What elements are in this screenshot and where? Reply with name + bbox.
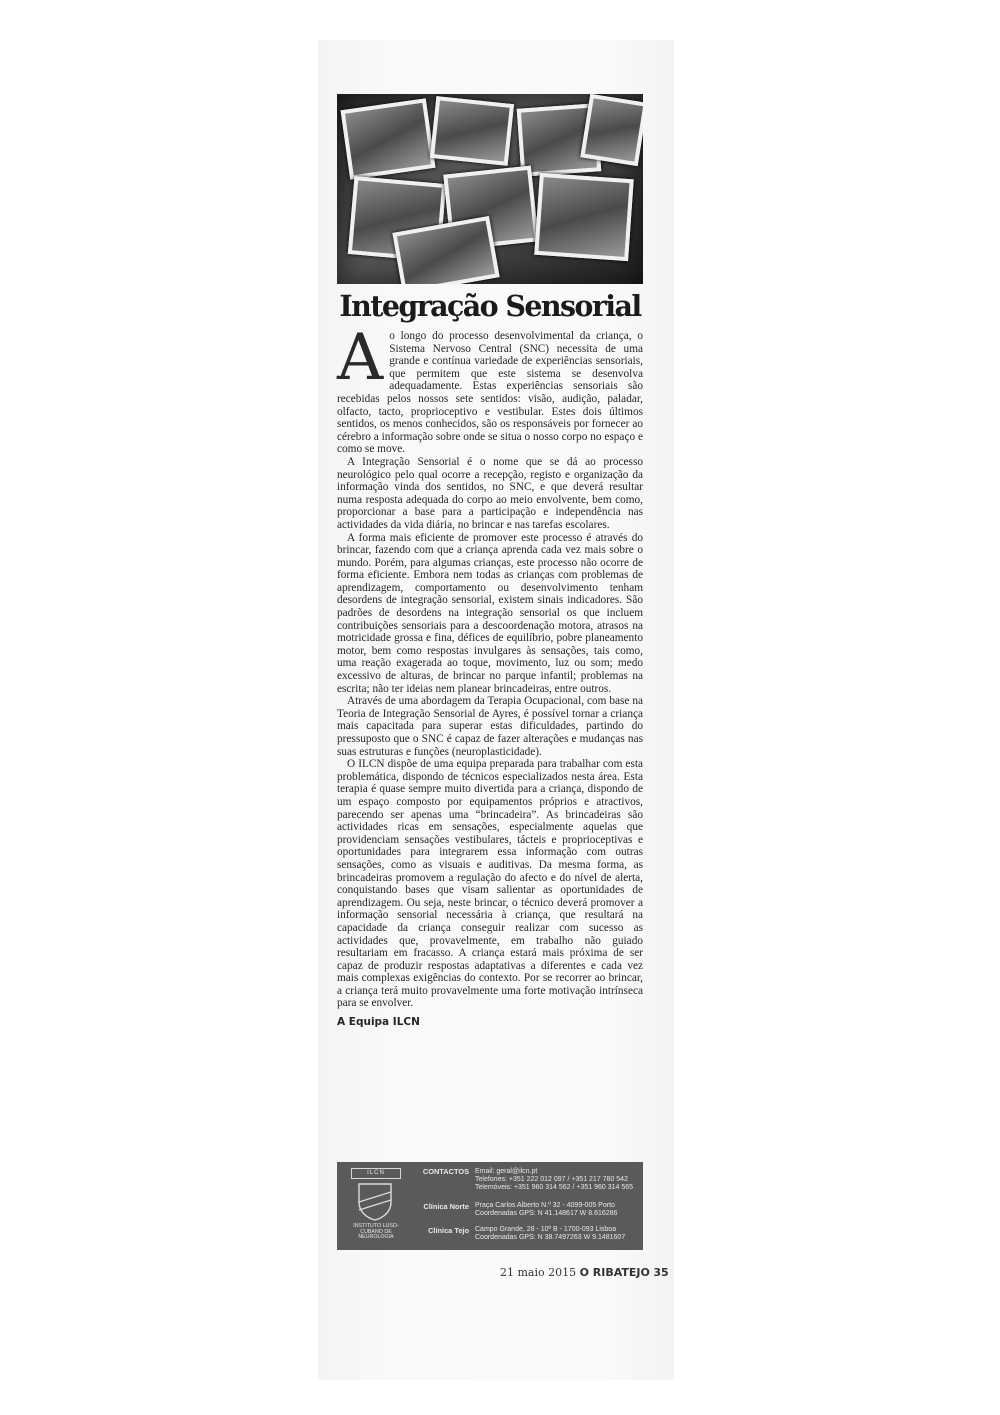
collage-photo-2 xyxy=(430,96,514,166)
article-paragraph: O ILCN dispõe de uma equipa preparada para trabalhar com esta problemática, dispondo de técnicos especializados nesta área. Esta terapia é quase sempre muito divertida para a criança, dispondo de um espaço composto por equipamentos próprios e atractivos, parecendo ser apenas uma “brincadeira”. As brincadeiras são actividades ricas em sensações, especialmente aquelas que providenciam sensações vestibulares, tácteis e proprioceptivas e oportunidades para integrarem essa informação com outras sensações, como as visuais e auditivas. Da mesma forma, as brincadeiras promovem a regulação do afecto e do nível de alerta, conquistando bases que visam salientar as oportunidades de aprendizagem. Ou seja, neste brincar, o técnico deverá promover a informação sensorial necessária à criança, que resultará na capacidade da criança conseguir realizar com sucesso as actividades que, provavelmente, em trabalho não guiado resultariam em fracasso. A criança estará mais próxima de ser capaz de produzir respostas adaptativas a diferentes e cada vez mais complexas exigências do contexto. Por se recorrer ao brincar, a criança terá muito provavelmente uma forte motivação intrínseca para se envolver. xyxy=(337,758,643,1010)
article-paragraph: A forma mais eficiente de promover este processo é através do brincar, fazendo com que a criança aprenda cada vez mais sobre o mundo. Porém, para algumas crianças, este processo não ocorre de forma eficiente. Embora nem todas as crianças com problemas de aprendizagem, comportamento ou desenvolvimento tenham desordens de integração sensorial, existem sinais indicadores. São padrões de desordens na integração sensorial os que incluem contribuições sensoriais para a descoordenação motora, atrasos na motricidade grossa e fina, défices de equilíbrio, pobre planeamento motor, bem como respostas invulgares às sensações, tais como, uma reação exagerada ao toque, movimento, luz ou som; medo excessivo de alturas, de brincar no parque infantil; problemas na escrita; não ter ideias nem planear brincadeiras, entre outros. xyxy=(337,531,643,695)
ilcn-logo xyxy=(345,1168,407,1244)
collage-photo-4 xyxy=(580,94,643,166)
collage-photo-1 xyxy=(341,98,436,179)
clinic-norte-label: Clínica Norte xyxy=(423,1202,469,1211)
logo-wordmark: ILCN xyxy=(351,1168,401,1179)
contact-mobiles: Telemóveis: +351 960 314 562 / +351 960 314 565 xyxy=(475,1184,634,1191)
article-paragraph: A Integração Sensorial é o nome que se dá ao processo neurológico pelo qual ocorre a recepção, registo e organização da informação vinda dos sentidos, no SNC, e que deverá resultar numa resposta adequada do corpo ao meio envolvente, bem como, proporcionar a base para a participação e independência nas actividades da vida diária, no brincar e nas tarefas escolares. xyxy=(337,455,643,531)
footer-brand: O RIBATEJO xyxy=(579,1266,650,1279)
collage-photo-7 xyxy=(534,173,633,261)
article-signature: A Equipa ILCN xyxy=(337,1016,420,1029)
article-paragraph xyxy=(337,321,643,456)
article-column xyxy=(337,94,643,1029)
page-footer xyxy=(500,1266,669,1279)
contact-email[interactable]: Email: geral@ilcn.pt xyxy=(475,1168,538,1175)
contacts-label: CONTACTOS xyxy=(422,1167,469,1176)
clinic-tejo-gps: Coordenadas GPS: N 38.7497263 W 9.1481607 xyxy=(475,1234,626,1241)
shield-icon xyxy=(355,1182,395,1222)
clinic-norte-gps: Coordenadas GPS: N 41.148617 W 8.616286 xyxy=(475,1210,618,1217)
clinic-tejo-address: Campo Grande, 28 - 10º B - 1700-093 Lisboa xyxy=(475,1226,617,1233)
article-body xyxy=(337,321,643,1029)
clinic-norte-address: Praça Carlos Alberto N.º 32 - 4099-005 Porto xyxy=(475,1202,615,1209)
article-photo-collage xyxy=(337,94,643,284)
article-headline: Integração Sensorial xyxy=(339,289,641,323)
article-paragraph: Através de uma abordagem da Terapia Ocupacional, com base na Teoria de Integração Sensorial de Ayres, é possível tornar a criança mais capacitada para superar estas dificuldades, partindo do pressuposto que o SNC é capaz de fazer alterações e mudanças nas suas estruturas e funções (neuroplasticidade). xyxy=(337,695,643,758)
footer-page-number: 35 xyxy=(653,1266,669,1279)
clinic-tejo-label: Clínica Tejo xyxy=(428,1226,469,1235)
footer-date: 21 maio 2015 xyxy=(500,1266,577,1279)
logo-caption: INSTITUTO LUSO-CUBANO DE NEUROLOGIA xyxy=(353,1223,399,1241)
article-paragraph-text: o longo do processo desenvolvimental da criança, o Sistema Nervoso Central (SNC) necessita de uma grande e contínua variedade de experiências sensoriais, que permitem que este sistema se desenvolva adequadamente. Estas experiências sensoriais são recebidas pelos nossos sete sentidos: visão, audição, paladar, olfacto, tacto, proprioceptivo e vestibular. Estes dois últimos sentidos, os menos conhecidos, são os responsáveis por fornecer ao cérebro a informação sobre onde se situa o nosso corpo no espaço e como se move. xyxy=(337,330,643,456)
drop-cap: A xyxy=(337,321,384,395)
contacts-advert-box xyxy=(337,1162,643,1250)
contact-phones: Telefones: +351 222 012 097 / +351 217 780 542 xyxy=(475,1176,628,1183)
